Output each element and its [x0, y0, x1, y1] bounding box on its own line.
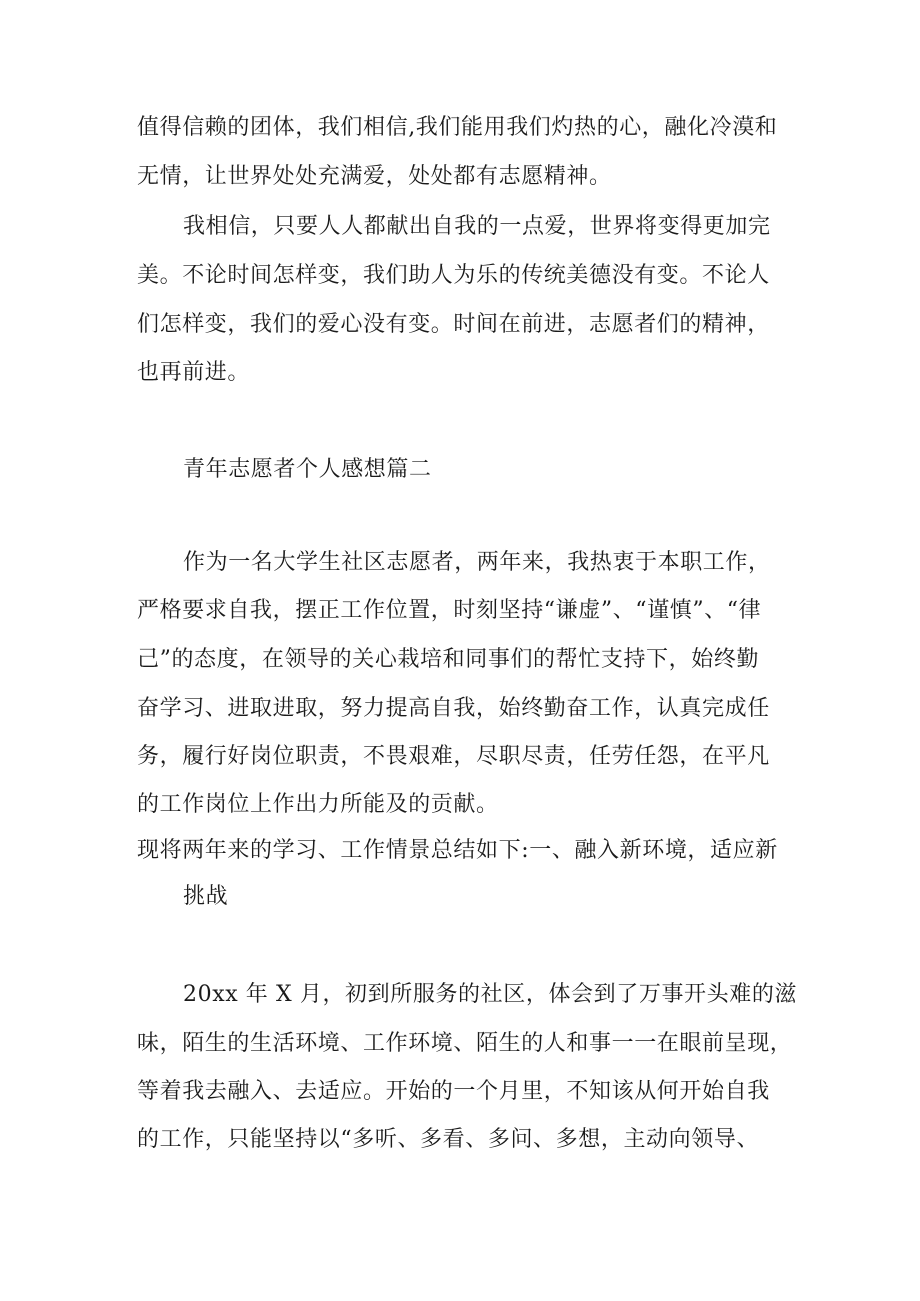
paragraph-line: 等着我去融入、去适应。开始的一个月里，不知该从何开始自我 [137, 1079, 770, 1104]
paragraph-line: 奋学习、进取进取，努力提高自我，始终勤奋工作，认真完成任 [137, 696, 770, 721]
paragraph-line: 现将两年来的学习、工作情景总结如下:一、融入新环境，适应新 [137, 838, 778, 863]
paragraph-line: 美。不论时间怎样变，我们助人为乐的传统美德没有变。不论人 [137, 263, 770, 288]
paragraph-line: 挑战 [183, 884, 229, 909]
paragraph-line: 们怎样变，我们的爱心没有变。时间在前进，志愿者们的精神， [137, 312, 770, 337]
paragraph-line: 作为一名大学生社区志愿者，两年来，我热衷于本职工作， [183, 550, 771, 575]
paragraph-line: 的工作岗位上作出力所能及的贡献。 [137, 792, 499, 817]
paragraph-line: 的工作，只能坚持以“多听、多看、多问、多想，主动向领导、 [137, 1127, 760, 1152]
section-heading: 青年志愿者个人感想篇二 [183, 457, 432, 482]
paragraph-line: 值得信赖的团体，我们相信,我们能用我们灼热的心，融化冷漠和 [137, 115, 778, 140]
paragraph-line: 味，陌生的生活环境、工作环境、陌生的人和事一一在眼前呈现， [137, 1031, 793, 1056]
paragraph-line: 20xx 年 X 月，初到所服务的社区，体会到了万事开头难的滋 [183, 982, 798, 1007]
paragraph-line: 务，履行好岗位职责，不畏艰难，尽职尽责，任劳任怨，在平凡 [137, 744, 770, 769]
paragraph-line: 严格要求自我，摆正工作位置，时刻坚持“谦虚”、“谨慎”、“律 [137, 598, 762, 623]
paragraph-line: 我相信，只要人人都献出自我的一点爱，世界将变得更加完 [183, 214, 771, 239]
paragraph-line: 无情，让世界处处充满爱，处处都有志愿精神。 [137, 164, 612, 189]
paragraph-line: 也再前进。 [137, 360, 251, 385]
paragraph-line: 己”的态度，在领导的关心栽培和同事们的帮忙支持下，始终勤 [137, 647, 760, 672]
